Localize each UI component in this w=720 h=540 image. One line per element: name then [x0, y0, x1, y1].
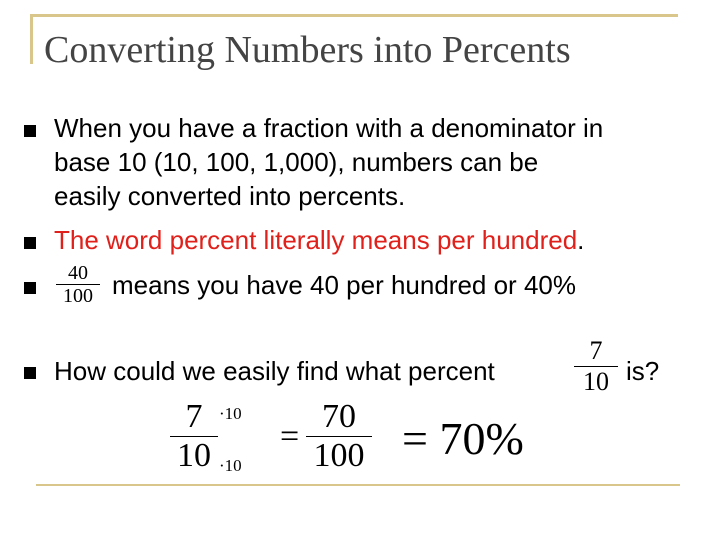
frame-top-rule [30, 14, 678, 17]
fraction-7-over-10 [574, 336, 618, 397]
bullet-square-icon [24, 125, 36, 137]
bullet-1-line-2: base 10 (10, 100, 1,000), numbers can be [54, 147, 539, 177]
frame-bottom-rule [36, 484, 680, 486]
fraction-denominator: 10 [583, 367, 609, 396]
bullet-2-text [54, 224, 584, 256]
equals-sign: = [280, 418, 300, 455]
equation-fraction-70-over-100 [306, 398, 372, 475]
bullet-4-suffix: is? [626, 356, 660, 386]
fraction-denominator: 10 [177, 437, 211, 474]
bullet-square-icon [24, 282, 36, 294]
fraction-numerator: 40 [68, 262, 88, 284]
equation-result: = 70% [402, 413, 524, 464]
bullet-3-text: means you have 40 per hundred or 40% [112, 270, 576, 300]
multiplier-bottom: ·10 [219, 456, 242, 475]
multiplier-top: ·10 [219, 404, 242, 423]
bullet-1-line-3: easily converted into percents. [54, 181, 406, 211]
slide-title: Converting Numbers into Percents [44, 29, 571, 71]
bullet-square-icon [24, 237, 36, 249]
bullet-1-line-1: When you have a fraction with a denominator in [54, 113, 604, 143]
fraction-numerator: 70 [322, 398, 356, 435]
fraction-40-over-100 [56, 262, 100, 307]
bullet-2-period: . [577, 225, 585, 255]
bullet-2-red-text: The word percent literally means per hundred [54, 225, 578, 255]
frame-left-rule [30, 14, 33, 64]
fraction-denominator: 100 [63, 285, 93, 307]
fraction-denominator: 100 [313, 437, 365, 474]
bullet-square-icon [24, 367, 36, 379]
bullet-4-text: How could we easily find what percent [54, 356, 495, 386]
fraction-numerator: 7 [185, 398, 203, 435]
equation-fraction-7-over-10 [170, 398, 218, 475]
fraction-numerator: 7 [589, 336, 603, 365]
